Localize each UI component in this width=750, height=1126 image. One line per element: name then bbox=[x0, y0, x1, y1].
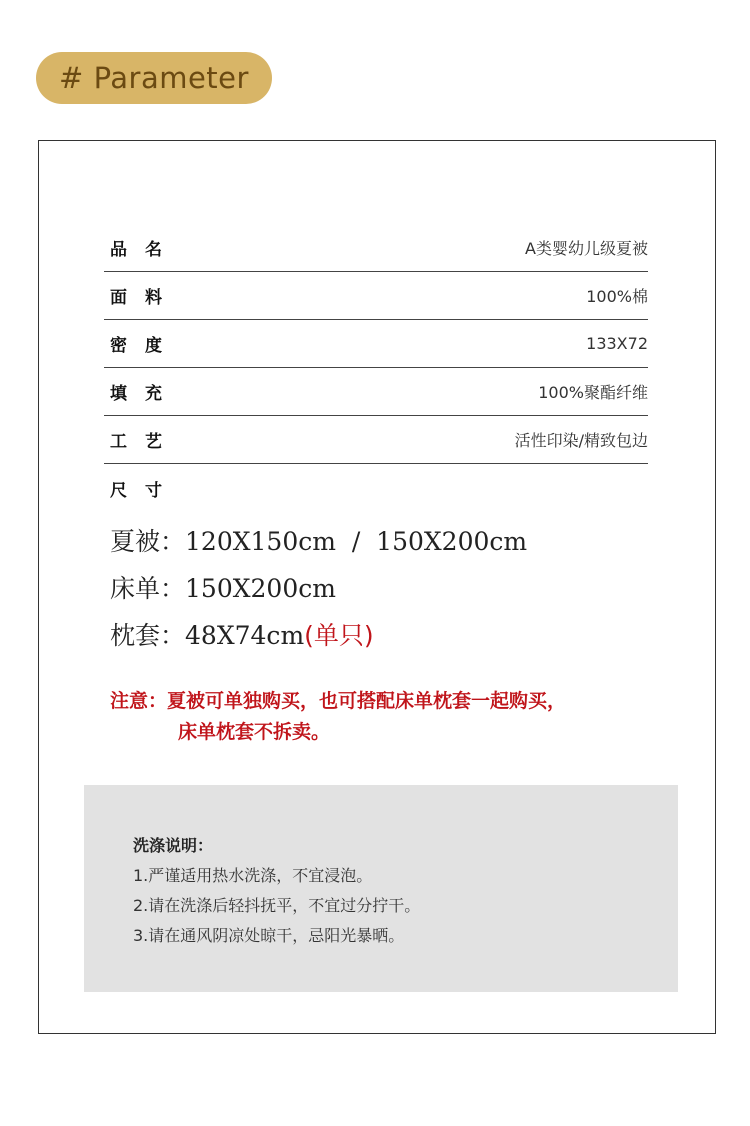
parameter-badge-label: # Parameter bbox=[59, 61, 249, 95]
washing-panel bbox=[84, 785, 678, 992]
param-value: 100%棉 bbox=[586, 287, 648, 306]
param-value: 133X72 bbox=[586, 334, 648, 353]
param-key: 尺寸 bbox=[110, 480, 180, 501]
size-pillow bbox=[110, 612, 527, 659]
param-value: 100%聚酯纤维 bbox=[538, 383, 648, 402]
size-pillow-label: 枕套： bbox=[110, 621, 186, 650]
param-key: 品名 bbox=[110, 240, 180, 260]
param-row-density bbox=[104, 320, 648, 368]
purchase-note bbox=[110, 686, 566, 748]
param-row-filling bbox=[104, 368, 648, 416]
size-sheet-label: 床单： bbox=[110, 574, 186, 603]
purchase-note-line2: 床单枕套不拆卖。 bbox=[178, 721, 331, 743]
param-key: 面料 bbox=[110, 288, 180, 308]
parameter-table bbox=[104, 224, 648, 512]
washing-item: 1.严谨适用热水洗涤，不宜浸泡。 bbox=[133, 866, 373, 885]
param-row-fabric bbox=[104, 272, 648, 320]
param-value: A类婴幼儿级夏被 bbox=[525, 239, 648, 258]
param-row-name bbox=[104, 224, 648, 272]
washing-instructions bbox=[133, 831, 420, 951]
purchase-note-line1: 注意：夏被可单独购买，也可搭配床单枕套一起购买， bbox=[110, 690, 567, 712]
washing-item: 3.请在通风阴凉处晾干，忌阳光暴晒。 bbox=[133, 926, 405, 945]
param-value: 活性印染/精致包边 bbox=[514, 431, 648, 450]
washing-item: 2.请在洗涤后轻抖抚平，不宜过分拧干。 bbox=[133, 896, 421, 915]
size-quilt-label: 夏被： bbox=[110, 527, 186, 556]
size-pillow-value: 48X74cm bbox=[185, 621, 305, 650]
size-pillow-note: (单只) bbox=[304, 621, 374, 650]
param-key: 密度 bbox=[110, 336, 180, 356]
washing-title: 洗涤说明： bbox=[133, 836, 214, 855]
param-row-size bbox=[104, 464, 648, 512]
param-key: 填充 bbox=[110, 384, 180, 404]
param-row-craft bbox=[104, 416, 648, 464]
size-sheet-value: 150X200cm bbox=[185, 574, 336, 603]
size-sheet bbox=[110, 565, 527, 612]
parameter-badge bbox=[36, 52, 272, 104]
size-quilt-value: 120X150cm / 150X200cm bbox=[185, 527, 528, 556]
size-list bbox=[110, 518, 527, 659]
param-key: 工艺 bbox=[110, 432, 180, 452]
size-quilt bbox=[110, 518, 527, 565]
